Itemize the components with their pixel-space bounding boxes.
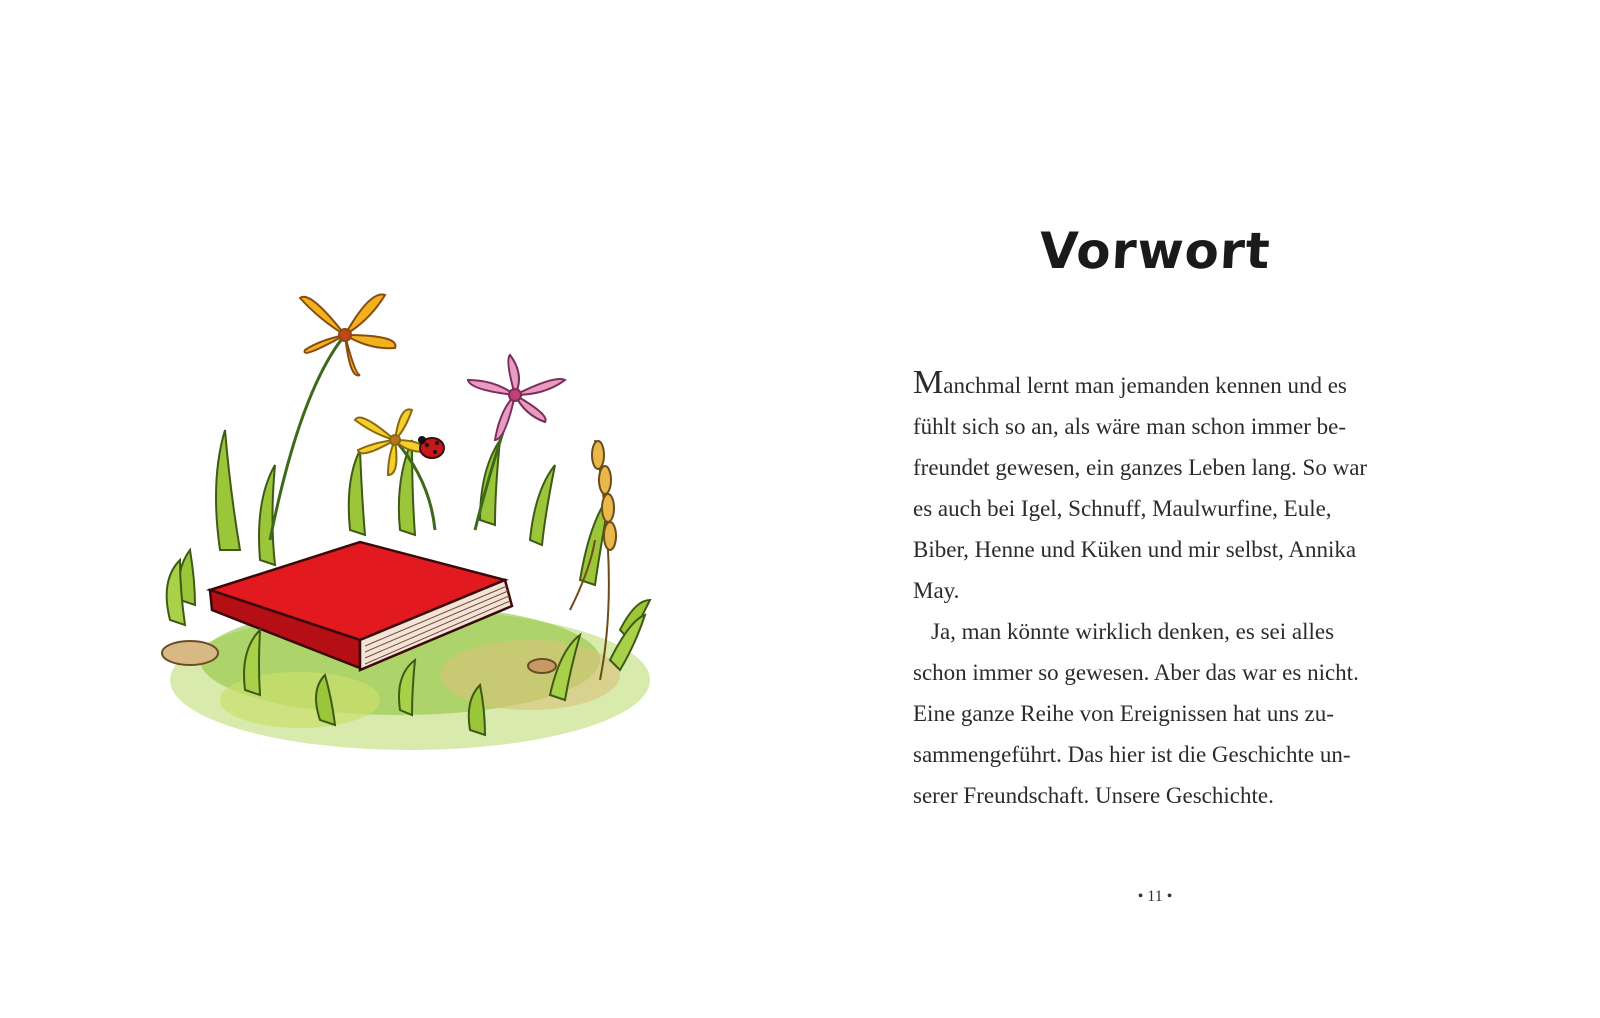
illustration-red-book-in-grass xyxy=(150,280,670,800)
text-line: es auch bei Igel, Schnuff, Maulwurfine, Eule, xyxy=(913,496,1332,521)
chapter-title: Vorwort xyxy=(1037,222,1273,280)
pebble xyxy=(162,641,218,665)
foreword-text xyxy=(913,362,1403,816)
text-line: serer Freundschaft. Unsere Geschichte. xyxy=(913,783,1274,808)
pink-flower xyxy=(468,355,565,440)
ladybug xyxy=(418,436,444,458)
text-line: Biber, Henne und Küken und mir selbst, Annika xyxy=(913,537,1357,562)
drop-cap: M xyxy=(913,364,944,401)
text-line: schon immer so gewesen. Aber das war es nicht. xyxy=(913,660,1359,685)
text-line: May. xyxy=(913,578,960,603)
text-line: Manchmal lernt man jemanden kennen und es xyxy=(913,364,1347,401)
illustration-drawing xyxy=(150,280,670,800)
text-line: Eine ganze Reihe von Ereignissen hat uns zu- xyxy=(913,701,1334,726)
orange-flower xyxy=(300,295,395,376)
text-line: freundet gewesen, ein ganzes Leben lang. So war xyxy=(913,455,1368,480)
pebble xyxy=(528,659,556,673)
page-number: • 11 • xyxy=(1137,888,1173,905)
text-line: sammengeführt. Das hier ist die Geschichte un- xyxy=(913,742,1351,767)
text-line: Ja, man könnte wirklich denken, es sei alles xyxy=(931,619,1335,644)
text-line: fühlt sich so an, als wäre man schon immer be- xyxy=(913,414,1347,439)
